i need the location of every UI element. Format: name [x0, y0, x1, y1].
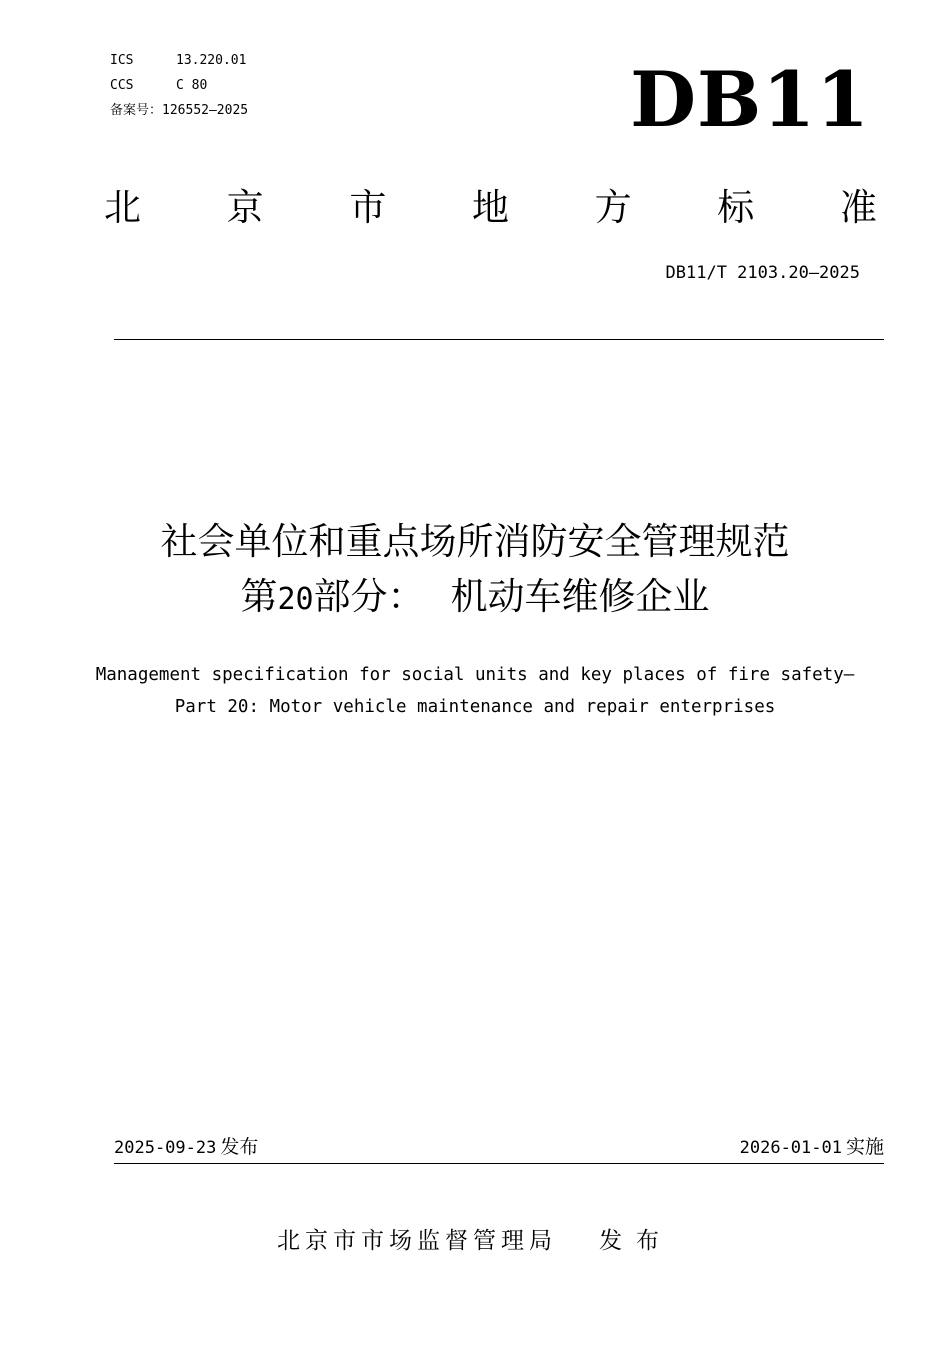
- issue-date: 2025-09-23: [114, 1138, 217, 1158]
- db11-logo: DB11: [630, 55, 870, 144]
- ics-value: 13.220.01: [176, 53, 247, 68]
- standard-type-char: 准: [839, 186, 877, 229]
- effective-date: 2026-01-01: [739, 1138, 842, 1158]
- issuer-action: 发布: [599, 1228, 673, 1254]
- effective-date-group: [740, 1133, 884, 1162]
- standard-type-char: 方: [594, 186, 632, 229]
- ics-row: [110, 48, 248, 73]
- issue-date-group: [114, 1133, 258, 1162]
- date-row: [114, 1133, 884, 1162]
- title-en-line1: Management specification for social units and key places of fire safety—: [95, 665, 855, 685]
- title-cn-part-prefix: 第: [240, 575, 278, 618]
- ccs-label: CCS: [110, 78, 134, 93]
- standard-type-char: 北: [104, 186, 141, 229]
- standard-type-char: 地: [471, 186, 509, 229]
- standard-type-char: 市: [349, 186, 387, 229]
- title-en-line2: Part 20: Motor vehicle maintenance and repair enterprises: [174, 697, 776, 717]
- ccs-row: [110, 73, 248, 98]
- standard-type-heading: [104, 183, 877, 233]
- record-row: [110, 98, 248, 123]
- issuer-line: [0, 1224, 950, 1258]
- effective-label: 实施: [845, 1136, 884, 1158]
- standard-type-char: 标: [717, 186, 755, 229]
- issue-label: 发布: [220, 1136, 259, 1158]
- ccs-value: C 80: [176, 78, 208, 93]
- issuer-organization: 北京市市场监督管理局: [277, 1228, 557, 1254]
- ics-label: ICS: [110, 53, 134, 68]
- title-cn-part-number: 20: [277, 582, 314, 617]
- top-divider: [114, 339, 884, 340]
- title-cn-part-mid: 部分：: [313, 575, 425, 618]
- standard-number: DB11/T 2103.20—2025: [665, 263, 860, 283]
- bottom-divider: [114, 1163, 884, 1164]
- title-cn-line2: [0, 570, 950, 627]
- title-cn-line1: 社会单位和重点场所消防安全管理规范: [160, 520, 790, 563]
- classification-block: [110, 48, 248, 123]
- record-label: 备案号：: [110, 103, 163, 118]
- title-cn-part-name: 机动车维修企业: [450, 575, 710, 618]
- record-value: 126552—2025: [162, 103, 249, 118]
- standard-type-char: 京: [226, 186, 264, 229]
